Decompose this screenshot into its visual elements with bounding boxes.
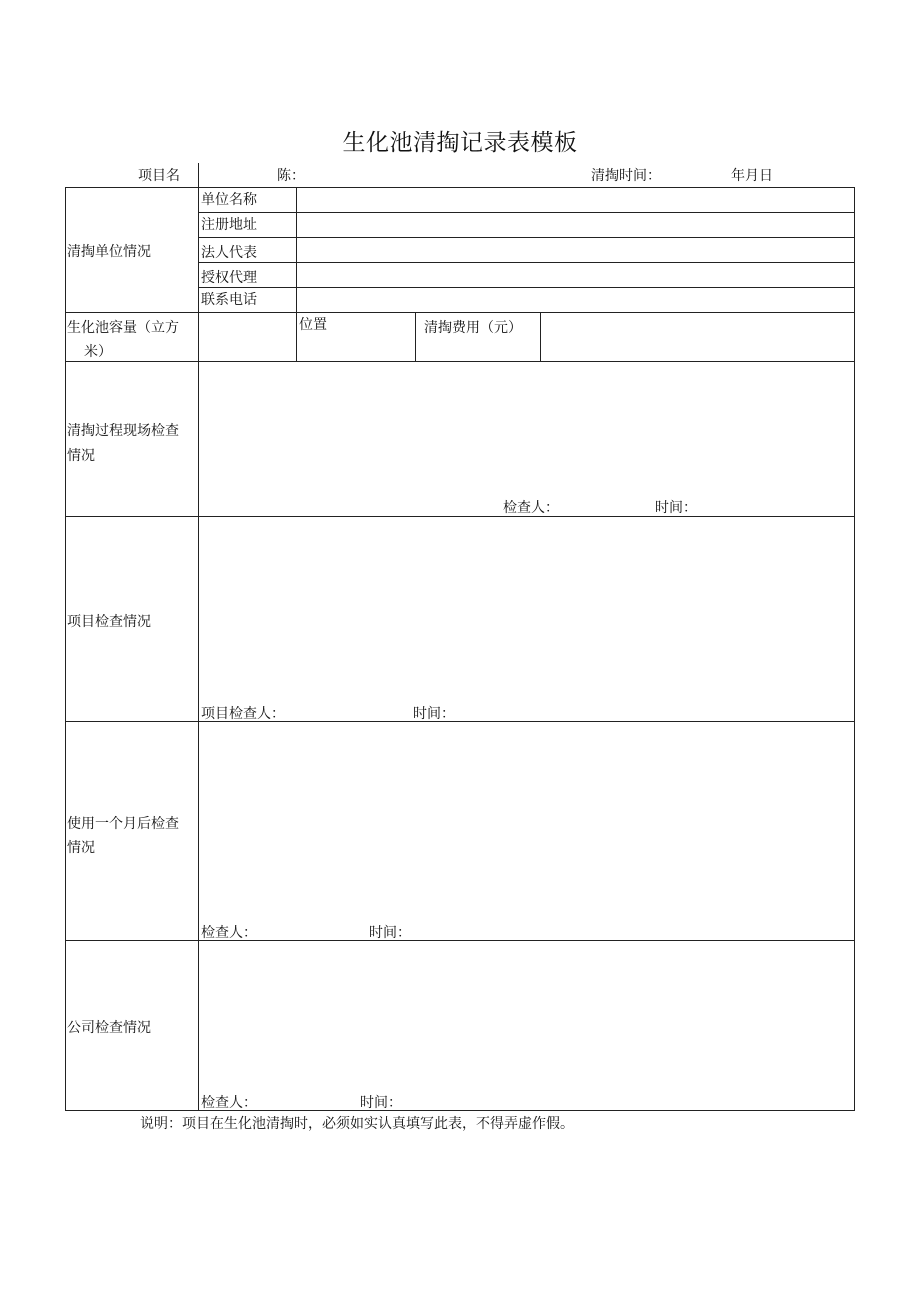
table-border-left — [65, 187, 66, 1111]
table-border-bottom — [65, 1110, 855, 1111]
unit-row-label: 法人代表 — [201, 245, 257, 261]
unit-row-label: 联系电话 — [201, 292, 257, 308]
cost-label: 清掏费用（元） — [424, 320, 522, 336]
section-line — [65, 516, 855, 517]
section-line — [65, 940, 855, 941]
clean-time-label: 清掏时间： — [591, 168, 661, 184]
process-check-label: 清掏过程现场检查 — [67, 423, 179, 439]
unit-section-label: 清掏单位情况 — [67, 244, 151, 260]
section-line — [65, 361, 855, 362]
time-label: 时间： — [360, 1095, 402, 1111]
capacity-label: 生化池容量（立方 — [67, 320, 179, 336]
time-label: 时间： — [413, 706, 455, 722]
unit-row-label: 注册地址 — [201, 217, 257, 233]
project-name-label: 项目名 — [138, 168, 180, 184]
document-title: 生化池清掏记录表模板 — [342, 130, 578, 156]
section-line — [65, 721, 855, 722]
section-line — [65, 312, 855, 313]
time-label: 时间： — [655, 500, 697, 516]
capacity-label-cont: 米） — [84, 344, 112, 360]
unit-row-label: 授权代理 — [201, 270, 257, 286]
table-border-top — [65, 187, 855, 188]
capacity-divider — [540, 312, 541, 361]
month-check-label: 使用一个月后检查 — [67, 816, 179, 832]
unit-row-label: 单位名称 — [201, 192, 257, 208]
unit-value-divider — [296, 187, 297, 312]
capacity-divider — [296, 312, 297, 361]
inspector-label: 检查人： — [201, 1095, 257, 1111]
capacity-divider — [415, 312, 416, 361]
time-label: 时间： — [369, 925, 411, 941]
location-label: 位置 — [299, 317, 327, 333]
inspector-label: 检查人： — [201, 925, 257, 941]
project-check-label: 项目检查情况 — [67, 614, 151, 630]
label-column-divider — [198, 187, 199, 1111]
process-check-label-cont: 情况 — [67, 448, 95, 464]
chen-label: 陈： — [277, 168, 305, 184]
date-label: 年月日 — [731, 168, 773, 184]
company-check-label: 公司检查情况 — [67, 1020, 151, 1036]
header-divider — [198, 163, 199, 187]
footnote: 说明：项目在生化池清掏时，必须如实认真填写此表，不得弄虚作假。 — [140, 1116, 574, 1132]
project-inspector-label: 项目检查人： — [201, 706, 285, 722]
inspector-label: 检查人： — [503, 500, 559, 516]
table-border-right — [854, 187, 855, 1111]
month-check-label-cont: 情况 — [67, 840, 95, 856]
